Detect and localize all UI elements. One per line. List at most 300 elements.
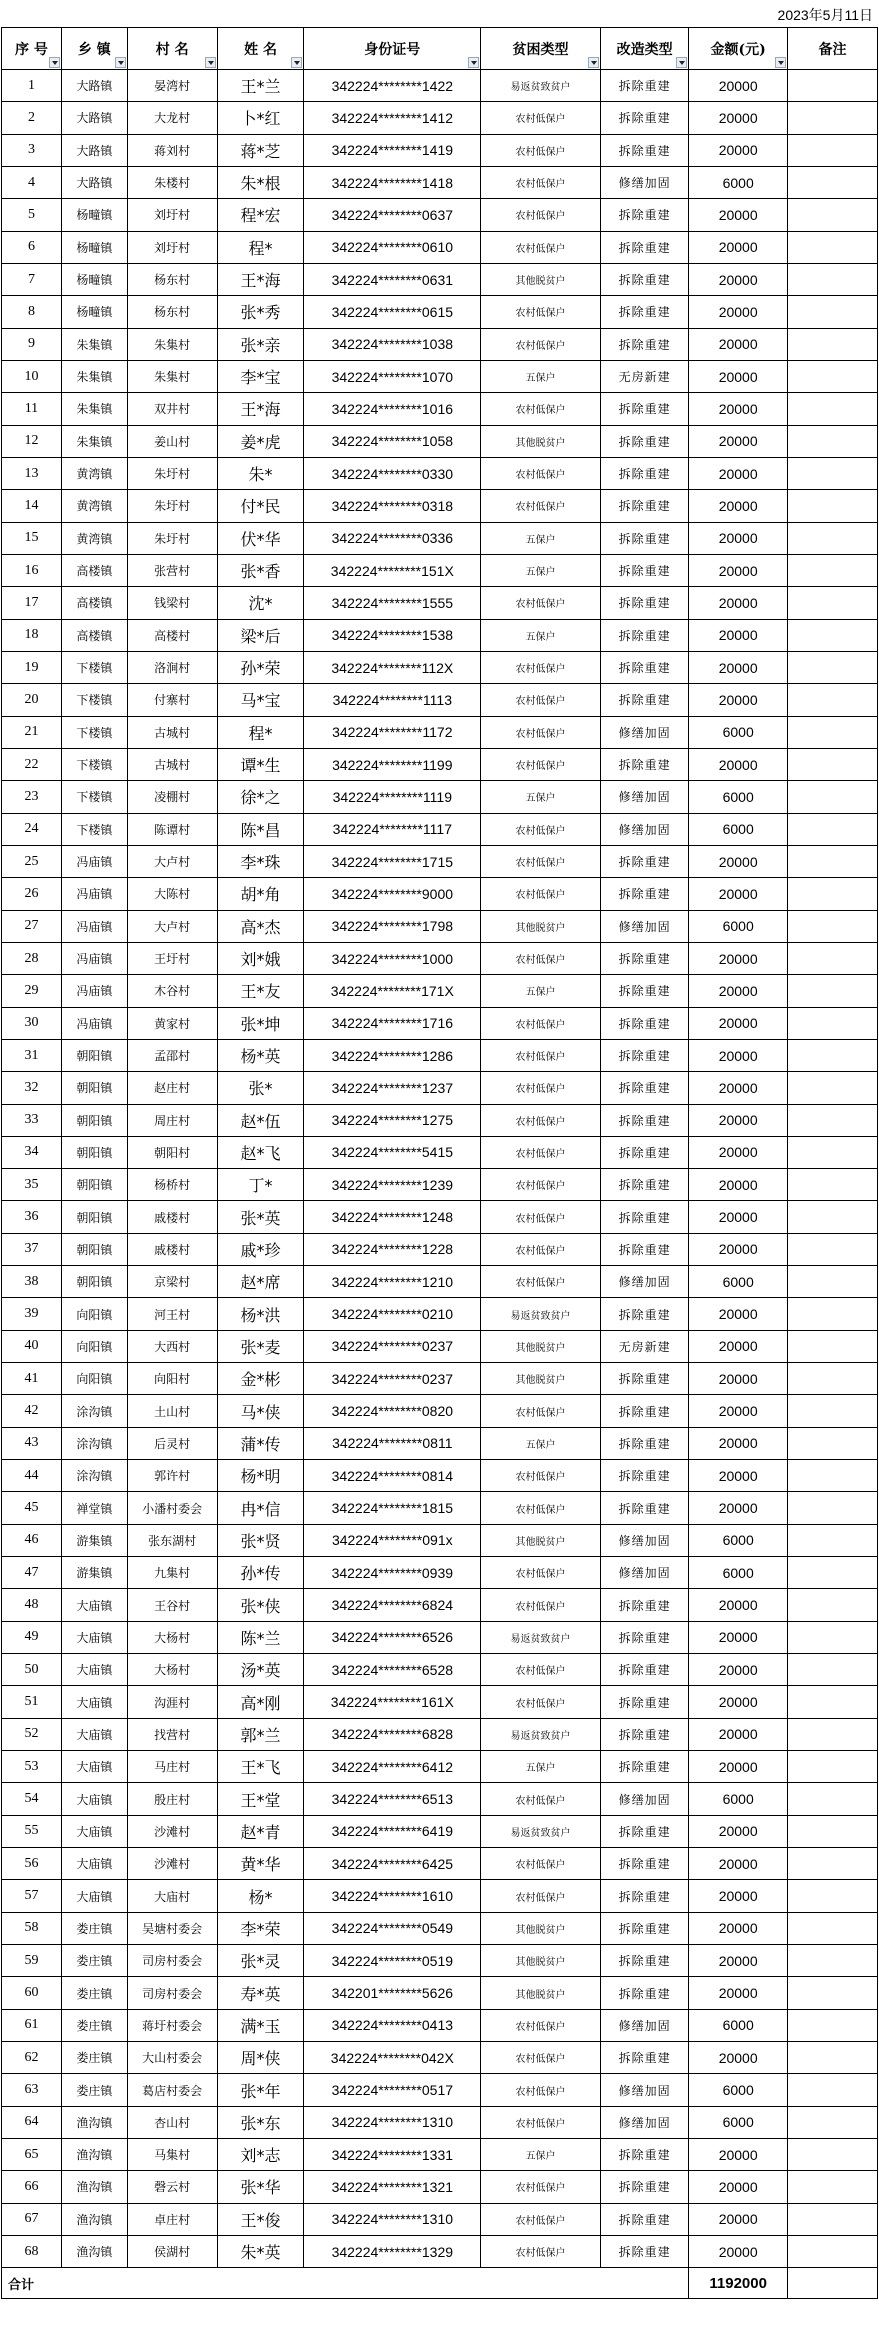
row-renovation-type: 拆除重建 — [600, 1848, 688, 1880]
row-number: 64 — [2, 2106, 62, 2138]
row-name: 汤*英 — [217, 1654, 304, 1686]
header-note: 备注 — [788, 28, 878, 70]
row-renovation-type: 拆除重建 — [600, 1363, 688, 1395]
row-name: 张*贤 — [217, 1524, 304, 1556]
row-renovation-type: 拆除重建 — [600, 1104, 688, 1136]
row-amount: 6000 — [689, 2074, 788, 2106]
row-renovation-type: 拆除重建 — [600, 1621, 688, 1653]
row-renovation-type: 修缮加固 — [600, 1557, 688, 1589]
table-row — [2, 1136, 878, 1168]
row-renovation-type: 拆除重建 — [600, 393, 688, 425]
table-row — [2, 1072, 878, 1104]
row-village: 姜山村 — [127, 425, 217, 457]
row-id-number: 342224********1172 — [304, 716, 481, 748]
row-id-number: 342224********091x — [304, 1524, 481, 1556]
row-note — [788, 1169, 878, 1201]
row-village: 大西村 — [127, 1330, 217, 1362]
row-note — [788, 1007, 878, 1039]
row-town: 下楼镇 — [61, 716, 127, 748]
row-name: 张*灵 — [217, 1945, 304, 1977]
row-village: 木谷村 — [127, 975, 217, 1007]
row-amount: 20000 — [689, 845, 788, 877]
table-row — [2, 70, 878, 102]
row-poverty-type: 农村低保户 — [481, 1007, 601, 1039]
row-amount: 20000 — [689, 1201, 788, 1233]
row-amount: 20000 — [689, 1751, 788, 1783]
row-number: 23 — [2, 781, 62, 813]
row-poverty-type: 农村低保户 — [481, 102, 601, 134]
table-row — [2, 1330, 878, 1362]
row-id-number: 342224********1237 — [304, 1072, 481, 1104]
row-town: 朝阳镇 — [61, 1136, 127, 1168]
row-number: 36 — [2, 1201, 62, 1233]
row-town: 娄庄镇 — [61, 2074, 127, 2106]
row-village: 朱楼村 — [127, 166, 217, 198]
row-id-number: 342224********1058 — [304, 425, 481, 457]
row-renovation-type: 拆除重建 — [600, 748, 688, 780]
row-poverty-type: 五保户 — [481, 781, 601, 813]
row-name: 付*民 — [217, 490, 304, 522]
row-name: 陈*兰 — [217, 1621, 304, 1653]
table-row — [2, 878, 878, 910]
table-row — [2, 1815, 878, 1847]
filter-dropdown-icon[interactable] — [205, 57, 216, 68]
row-amount: 20000 — [689, 1072, 788, 1104]
row-poverty-type: 五保户 — [481, 619, 601, 651]
header-id: 身份证号 — [304, 28, 481, 70]
row-note — [788, 1104, 878, 1136]
header-village: 村 名 — [127, 28, 217, 70]
table-row — [2, 2009, 878, 2041]
row-poverty-type: 农村低保户 — [481, 1686, 601, 1718]
row-id-number: 342224********6824 — [304, 1589, 481, 1621]
row-number: 9 — [2, 328, 62, 360]
table-row — [2, 1977, 878, 2009]
row-amount: 20000 — [689, 1169, 788, 1201]
row-amount: 20000 — [689, 425, 788, 457]
table-row — [2, 1945, 878, 1977]
row-village: 后灵村 — [127, 1427, 217, 1459]
row-id-number: 342224********0336 — [304, 522, 481, 554]
table-row — [2, 1492, 878, 1524]
row-number: 41 — [2, 1363, 62, 1395]
filter-dropdown-icon[interactable] — [115, 57, 126, 68]
row-poverty-type: 农村低保户 — [481, 199, 601, 231]
row-town: 冯庙镇 — [61, 878, 127, 910]
table-row — [2, 1233, 878, 1265]
row-poverty-type: 农村低保户 — [481, 813, 601, 845]
row-village: 大杨村 — [127, 1621, 217, 1653]
row-name: 程* — [217, 716, 304, 748]
row-village: 凌棚村 — [127, 781, 217, 813]
row-renovation-type: 拆除重建 — [600, 231, 688, 263]
row-id-number: 342224********1038 — [304, 328, 481, 360]
table-row — [2, 134, 878, 166]
row-village: 张东湖村 — [127, 1524, 217, 1556]
row-name: 蒲*传 — [217, 1427, 304, 1459]
row-village: 土山村 — [127, 1395, 217, 1427]
table-row — [2, 2139, 878, 2171]
table-row — [2, 166, 878, 198]
row-renovation-type: 拆除重建 — [600, 1880, 688, 1912]
row-number: 20 — [2, 684, 62, 716]
row-number: 34 — [2, 1136, 62, 1168]
row-amount: 20000 — [689, 975, 788, 1007]
row-village: 杨东村 — [127, 263, 217, 295]
row-town: 大路镇 — [61, 102, 127, 134]
row-village: 找营村 — [127, 1718, 217, 1750]
row-amount: 6000 — [689, 813, 788, 845]
row-poverty-type: 农村低保户 — [481, 1266, 601, 1298]
row-renovation-type: 拆除重建 — [600, 1169, 688, 1201]
row-amount: 6000 — [689, 781, 788, 813]
row-village: 向阳村 — [127, 1363, 217, 1395]
row-note — [788, 975, 878, 1007]
row-id-number: 342224********1113 — [304, 684, 481, 716]
row-number: 60 — [2, 1977, 62, 2009]
row-poverty-type: 农村低保户 — [481, 2235, 601, 2267]
row-amount: 20000 — [689, 490, 788, 522]
row-town: 大庙镇 — [61, 1815, 127, 1847]
filter-dropdown-icon[interactable] — [676, 57, 687, 68]
row-name: 张*坤 — [217, 1007, 304, 1039]
row-note — [788, 1621, 878, 1653]
row-note — [788, 1524, 878, 1556]
table-row — [2, 1912, 878, 1944]
table-row — [2, 1363, 878, 1395]
row-id-number: 342224********0413 — [304, 2009, 481, 2041]
row-id-number: 342224********161X — [304, 1686, 481, 1718]
row-note — [788, 2009, 878, 2041]
row-poverty-type: 其他脱贫户 — [481, 425, 601, 457]
row-town: 冯庙镇 — [61, 1007, 127, 1039]
row-renovation-type: 拆除重建 — [600, 1039, 688, 1071]
row-poverty-type: 农村低保户 — [481, 587, 601, 619]
row-poverty-type: 农村低保户 — [481, 490, 601, 522]
row-town: 高楼镇 — [61, 554, 127, 586]
total-row — [2, 2268, 878, 2299]
row-poverty-type: 农村低保户 — [481, 1848, 601, 1880]
row-note — [788, 1783, 878, 1815]
row-id-number: 342224********1000 — [304, 942, 481, 974]
row-name: 金*彬 — [217, 1363, 304, 1395]
row-poverty-type: 农村低保户 — [481, 2074, 601, 2106]
row-note — [788, 1686, 878, 1718]
table-row — [2, 748, 878, 780]
row-amount: 20000 — [689, 1395, 788, 1427]
filter-dropdown-icon[interactable] — [468, 57, 479, 68]
row-town: 娄庄镇 — [61, 2042, 127, 2074]
row-amount: 20000 — [689, 1848, 788, 1880]
row-village: 大陈村 — [127, 878, 217, 910]
row-amount: 6000 — [689, 716, 788, 748]
row-poverty-type: 其他脱贫户 — [481, 1912, 601, 1944]
row-amount: 20000 — [689, 2171, 788, 2203]
row-number: 12 — [2, 425, 62, 457]
row-name: 杨*英 — [217, 1039, 304, 1071]
row-id-number: 342224********042X — [304, 2042, 481, 2074]
header-mod: 改造类型 — [600, 28, 688, 70]
row-note — [788, 2235, 878, 2267]
row-id-number: 342224********0820 — [304, 1395, 481, 1427]
row-number: 1 — [2, 70, 62, 102]
row-note — [788, 1072, 878, 1104]
row-amount: 20000 — [689, 619, 788, 651]
row-id-number: 342224********0517 — [304, 2074, 481, 2106]
row-note — [788, 2203, 878, 2235]
row-village: 陈谭村 — [127, 813, 217, 845]
filter-dropdown-icon[interactable] — [775, 57, 786, 68]
row-id-number: 342224********1798 — [304, 910, 481, 942]
row-name: 赵*飞 — [217, 1136, 304, 1168]
row-town: 下楼镇 — [61, 684, 127, 716]
table-row — [2, 1524, 878, 1556]
row-amount: 20000 — [689, 1815, 788, 1847]
table-row — [2, 490, 878, 522]
row-number: 10 — [2, 360, 62, 392]
row-town: 杨疃镇 — [61, 231, 127, 263]
row-amount: 20000 — [689, 1686, 788, 1718]
row-name: 卜*红 — [217, 102, 304, 134]
row-amount: 20000 — [689, 942, 788, 974]
row-poverty-type: 五保户 — [481, 360, 601, 392]
row-renovation-type: 拆除重建 — [600, 554, 688, 586]
row-note — [788, 1751, 878, 1783]
row-amount: 20000 — [689, 134, 788, 166]
row-note — [788, 1460, 878, 1492]
row-note — [788, 1718, 878, 1750]
row-amount: 6000 — [689, 166, 788, 198]
table-row — [2, 296, 878, 328]
row-name: 李*荣 — [217, 1912, 304, 1944]
row-amount: 20000 — [689, 1136, 788, 1168]
row-renovation-type: 修缮加固 — [600, 1266, 688, 1298]
row-poverty-type: 其他脱贫户 — [481, 1945, 601, 1977]
row-village: 司房村委会 — [127, 1977, 217, 2009]
row-village: 磬云村 — [127, 2171, 217, 2203]
row-id-number: 342224********0939 — [304, 1557, 481, 1589]
row-name: 赵*青 — [217, 1815, 304, 1847]
row-id-number: 342224********6425 — [304, 1848, 481, 1880]
row-poverty-type: 农村低保户 — [481, 651, 601, 683]
row-note — [788, 2171, 878, 2203]
row-town: 黄湾镇 — [61, 522, 127, 554]
table-row — [2, 1686, 878, 1718]
row-note — [788, 1589, 878, 1621]
row-number: 2 — [2, 102, 62, 134]
row-note — [788, 651, 878, 683]
row-note — [788, 1848, 878, 1880]
row-renovation-type: 拆除重建 — [600, 296, 688, 328]
row-poverty-type: 农村低保户 — [481, 1169, 601, 1201]
row-amount: 20000 — [689, 1621, 788, 1653]
row-village: 司房村委会 — [127, 1945, 217, 1977]
row-name: 孙*传 — [217, 1557, 304, 1589]
row-town: 向阳镇 — [61, 1363, 127, 1395]
row-name: 黄*华 — [217, 1848, 304, 1880]
row-number: 32 — [2, 1072, 62, 1104]
table-row — [2, 263, 878, 295]
row-name: 丁* — [217, 1169, 304, 1201]
row-number: 46 — [2, 1524, 62, 1556]
report-date: 2023年5月11日 — [777, 7, 873, 23]
row-note — [788, 910, 878, 942]
row-number: 65 — [2, 2139, 62, 2171]
row-poverty-type: 易返贫致贫户 — [481, 1621, 601, 1653]
row-village: 朱圩村 — [127, 457, 217, 489]
row-renovation-type: 拆除重建 — [600, 1751, 688, 1783]
row-note — [788, 845, 878, 877]
row-village: 蒋刘村 — [127, 134, 217, 166]
row-name: 伏*华 — [217, 522, 304, 554]
row-renovation-type: 修缮加固 — [600, 2106, 688, 2138]
row-name: 蒋*芝 — [217, 134, 304, 166]
row-village: 朝阳村 — [127, 1136, 217, 1168]
row-id-number: 342224********1321 — [304, 2171, 481, 2203]
row-poverty-type: 易返贫致贫户 — [481, 1815, 601, 1847]
row-amount: 6000 — [689, 910, 788, 942]
row-poverty-type: 农村低保户 — [481, 2009, 601, 2041]
row-name: 王*海 — [217, 263, 304, 295]
filter-dropdown-icon[interactable] — [49, 57, 60, 68]
table-row — [2, 1848, 878, 1880]
row-id-number: 342224********1538 — [304, 619, 481, 651]
row-poverty-type: 农村低保户 — [481, 1233, 601, 1265]
row-name: 张*华 — [217, 2171, 304, 2203]
row-number: 27 — [2, 910, 62, 942]
table-row — [2, 587, 878, 619]
row-amount: 20000 — [689, 1039, 788, 1071]
row-amount: 20000 — [689, 651, 788, 683]
row-poverty-type: 农村低保户 — [481, 1654, 601, 1686]
row-town: 娄庄镇 — [61, 1945, 127, 1977]
row-amount: 20000 — [689, 296, 788, 328]
row-village: 吴塘村委会 — [127, 1912, 217, 1944]
row-number: 67 — [2, 2203, 62, 2235]
total-note — [788, 2268, 878, 2299]
filter-dropdown-icon[interactable] — [588, 57, 599, 68]
row-renovation-type: 拆除重建 — [600, 2139, 688, 2171]
row-village: 葛店村委会 — [127, 2074, 217, 2106]
row-renovation-type: 拆除重建 — [600, 1136, 688, 1168]
row-town: 朝阳镇 — [61, 1039, 127, 1071]
row-poverty-type: 农村低保户 — [481, 1557, 601, 1589]
row-number: 8 — [2, 296, 62, 328]
row-id-number: 342224********0615 — [304, 296, 481, 328]
header-no: 序 号 — [2, 28, 62, 70]
row-name: 郭*兰 — [217, 1718, 304, 1750]
table-row — [2, 231, 878, 263]
row-note — [788, 1427, 878, 1459]
row-number: 58 — [2, 1912, 62, 1944]
row-town: 大路镇 — [61, 134, 127, 166]
row-number: 25 — [2, 845, 62, 877]
row-poverty-type: 易返贫致贫户 — [481, 1718, 601, 1750]
table-row — [2, 2235, 878, 2267]
row-id-number: 342224********1016 — [304, 393, 481, 425]
row-number: 17 — [2, 587, 62, 619]
table-row — [2, 102, 878, 134]
row-town: 大庙镇 — [61, 1751, 127, 1783]
row-renovation-type: 拆除重建 — [600, 70, 688, 102]
row-note — [788, 1201, 878, 1233]
row-town: 朱集镇 — [61, 425, 127, 457]
row-village: 大山村委会 — [127, 2042, 217, 2074]
row-id-number: 342224********1310 — [304, 2203, 481, 2235]
row-town: 娄庄镇 — [61, 1912, 127, 1944]
row-note — [788, 684, 878, 716]
row-amount: 20000 — [689, 878, 788, 910]
row-number: 42 — [2, 1395, 62, 1427]
row-note — [788, 587, 878, 619]
row-id-number: 342224********1419 — [304, 134, 481, 166]
row-number: 63 — [2, 2074, 62, 2106]
row-poverty-type: 其他脱贫户 — [481, 1977, 601, 2009]
row-amount: 20000 — [689, 360, 788, 392]
row-renovation-type: 拆除重建 — [600, 2235, 688, 2267]
row-amount: 20000 — [689, 1233, 788, 1265]
row-note — [788, 554, 878, 586]
row-name: 高*刚 — [217, 1686, 304, 1718]
row-id-number: 342224********1286 — [304, 1039, 481, 1071]
row-amount: 20000 — [689, 587, 788, 619]
row-town: 渔沟镇 — [61, 2235, 127, 2267]
row-name: 张*麦 — [217, 1330, 304, 1362]
row-renovation-type: 拆除重建 — [600, 102, 688, 134]
row-renovation-type: 拆除重建 — [600, 522, 688, 554]
row-town: 向阳镇 — [61, 1330, 127, 1362]
row-number: 15 — [2, 522, 62, 554]
row-renovation-type: 修缮加固 — [600, 1524, 688, 1556]
table-row — [2, 1460, 878, 1492]
row-renovation-type: 拆除重建 — [600, 1427, 688, 1459]
row-id-number: 342224********0318 — [304, 490, 481, 522]
filter-dropdown-icon[interactable] — [291, 57, 302, 68]
row-note — [788, 781, 878, 813]
row-number: 43 — [2, 1427, 62, 1459]
row-poverty-type: 农村低保户 — [481, 2203, 601, 2235]
row-town: 黄湾镇 — [61, 457, 127, 489]
row-amount: 20000 — [689, 1427, 788, 1459]
header-town: 乡 镇 — [61, 28, 127, 70]
row-id-number: 342224********1248 — [304, 1201, 481, 1233]
row-renovation-type: 拆除重建 — [600, 845, 688, 877]
row-poverty-type: 易返贫致贫户 — [481, 1298, 601, 1330]
row-amount: 6000 — [689, 1266, 788, 1298]
row-id-number: 342224********1716 — [304, 1007, 481, 1039]
row-village: 戚楼村 — [127, 1233, 217, 1265]
row-renovation-type: 无房新建 — [600, 1330, 688, 1362]
row-note — [788, 457, 878, 489]
row-amount: 20000 — [689, 1654, 788, 1686]
row-renovation-type: 拆除重建 — [600, 1977, 688, 2009]
row-renovation-type: 拆除重建 — [600, 1233, 688, 1265]
row-name: 王*海 — [217, 393, 304, 425]
row-id-number: 342224********151X — [304, 554, 481, 586]
row-poverty-type: 农村低保户 — [481, 1201, 601, 1233]
row-id-number: 342224********1228 — [304, 1233, 481, 1265]
table-row — [2, 716, 878, 748]
row-name: 杨* — [217, 1880, 304, 1912]
row-number: 31 — [2, 1039, 62, 1071]
row-id-number: 342224********6412 — [304, 1751, 481, 1783]
row-note — [788, 1363, 878, 1395]
table-row — [2, 360, 878, 392]
row-renovation-type: 拆除重建 — [600, 1718, 688, 1750]
row-town: 黄湾镇 — [61, 490, 127, 522]
row-town: 下楼镇 — [61, 813, 127, 845]
row-village: 殷庄村 — [127, 1783, 217, 1815]
